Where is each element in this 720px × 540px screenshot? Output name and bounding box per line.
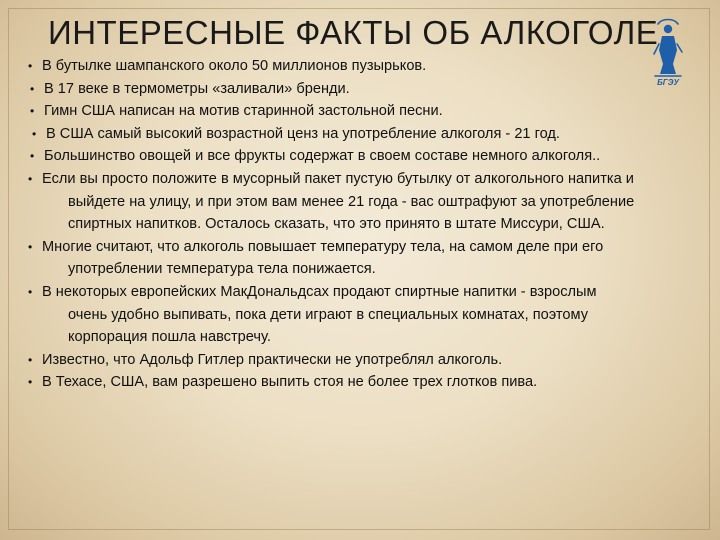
fact-text-continued: корпорация пошла навстречу. (68, 329, 271, 346)
fact-item (30, 145, 704, 168)
fact-text: Если вы просто положите в мусорный пакет пустую бутылку от алкогольного напитка и (42, 170, 634, 187)
fact-item (32, 123, 704, 146)
fact-item (28, 371, 704, 394)
fact-item (28, 281, 704, 349)
fact-item (28, 168, 704, 236)
bullet: • (28, 59, 33, 73)
bullet: • (28, 284, 33, 299)
bullet: • (30, 149, 35, 164)
fact-text-continued: очень удобно выпивать, пока дети играют в специальных комнатах, поэтому (68, 306, 588, 323)
bullet: • (28, 171, 33, 186)
slide-title: ИНТЕРЕСНЫЕ ФАКТЫ ОБ АЛКОГОЛЕ (48, 14, 659, 51)
bullet: • (30, 104, 35, 119)
bullet: • (30, 81, 35, 96)
bullet: • (32, 126, 37, 141)
fact-item (28, 236, 704, 281)
bullet: • (28, 375, 33, 390)
fact-text: В 17 веке в термометры «заливали» бренди. (44, 80, 350, 97)
fact-text: В Техасе, США, вам разрешено выпить стоя не более трех глотков пива. (42, 374, 538, 391)
bullet: • (28, 352, 33, 367)
fact-item (30, 78, 704, 101)
fact-text: В некоторых европейских МакДональдсах продают спиртные напитки - взрослым (42, 283, 597, 300)
fact-text-continued: спиртных напитков. Осталось сказать, что это принято в штате Миссури, США. (68, 216, 605, 233)
fact-item (28, 55, 704, 78)
fact-text: Гимн США написан на мотив старинной застольной песни. (44, 103, 443, 120)
fact-text: Многие считают, что алкоголь повышает температуру тела, на самом деле при его (42, 238, 604, 255)
fact-text: Большинство овощей и все фрукты содержат в своем составе немного алкоголя.. (44, 148, 601, 165)
fact-item (28, 349, 704, 372)
logo-caption: БГЭУ (657, 78, 679, 87)
fact-item (30, 100, 704, 123)
fact-text: Известно, что Адольф Гитлер практически не употреблял алкоголь. (42, 351, 503, 368)
fact-text-continued: употреблении температура тела понижается. (68, 261, 376, 278)
fact-text: В США самый высокий возрастной ценз на употребление алкоголя - 21 год. (46, 125, 560, 142)
facts-list (28, 55, 704, 394)
fact-text-continued: выйдете на улицу, и при этом вам менее 21 года - вас оштрафуют за употребление (68, 193, 635, 210)
fact-text: В бутылке шампанского около 50 миллионов пузырьков. (42, 58, 427, 74)
bullet: • (28, 239, 33, 254)
